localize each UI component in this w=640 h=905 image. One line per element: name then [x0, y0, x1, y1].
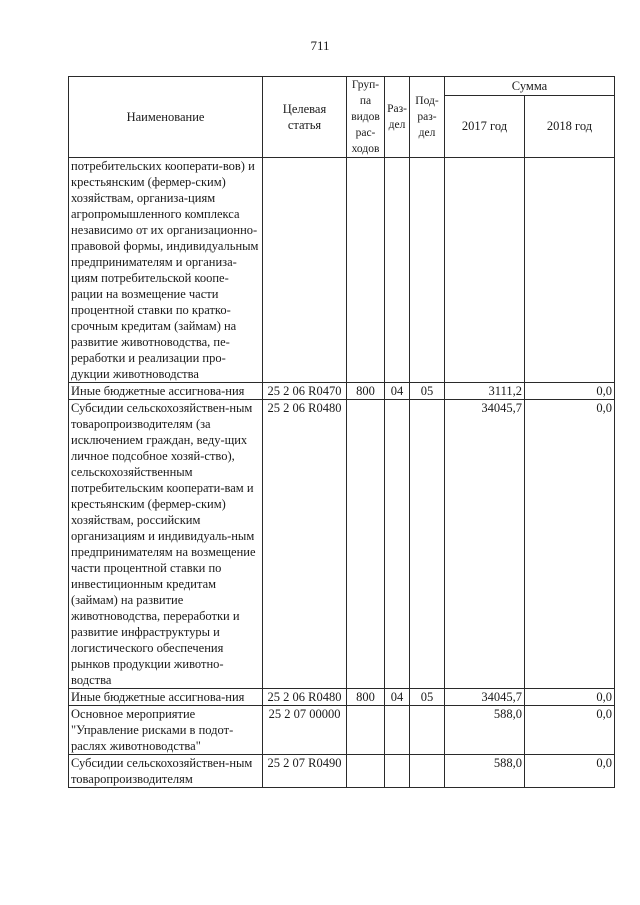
row-section: 04 [385, 383, 410, 400]
row-name: Основное мероприятие "Управление рисками в подот-раслях животноводства" [69, 706, 263, 755]
table-row [69, 689, 615, 706]
row-group [347, 755, 385, 788]
row-sum-2018: 0,0 [525, 383, 615, 400]
row-article [263, 158, 347, 383]
row-section [385, 755, 410, 788]
row-article: 25 2 07 R0490 [263, 755, 347, 788]
row-subsection: 05 [410, 383, 445, 400]
row-subsection [410, 755, 445, 788]
header-section: Раз-дел [385, 77, 410, 158]
row-sum-2017: 34045,7 [445, 689, 525, 706]
header-sum: Сумма [445, 77, 615, 96]
table-row [69, 383, 615, 400]
row-article: 25 2 07 00000 [263, 706, 347, 755]
row-name: Субсидии сельскохозяйствен-ным товаропроизводителям [69, 755, 263, 788]
row-group: 800 [347, 689, 385, 706]
row-article: 25 2 06 R0470 [263, 383, 347, 400]
row-sum-2018: 0,0 [525, 689, 615, 706]
row-name: потребительских кооперати-вов) и крестьянским (фермер-ским) хозяйствам, организа-циям агропромышленного комплекса независимо от их организационно-правовой формы, индивидуальным предпринимателям и организа-циям потребительской коопе-рации на возмещение части процентной ставки по кратко-срочным кредитам (займам) на развитие животноводства, пе-реработки и реализации про-дукции животноводства [69, 158, 263, 383]
table-row [69, 755, 615, 788]
row-name: Субсидии сельскохозяйствен-ным товаропроизводителям (за исключением граждан, веду-щих личное подсобное хозяй-ство), сельскохозяйственным потребительским кооперати-вам и крестьянским (фермер-ским) хозяйствам, российским организациям и индивидуаль-ным предпринимателям на возмещение части процентной ставки по инвестиционным кредитам (займам) на развитие животноводства, переработки и развитие инфраструктуры и логистического обеспечения рынков продукции животно-водства [69, 400, 263, 689]
table-row [69, 158, 615, 383]
row-section [385, 706, 410, 755]
row-subsection [410, 400, 445, 689]
row-sum-2018: 0,0 [525, 755, 615, 788]
row-section: 04 [385, 689, 410, 706]
row-group: 800 [347, 383, 385, 400]
row-article: 25 2 06 R0480 [263, 400, 347, 689]
row-name: Иные бюджетные ассигнова-ния [69, 689, 263, 706]
row-section [385, 158, 410, 383]
row-sum-2017: 588,0 [445, 755, 525, 788]
row-sum-2018: 0,0 [525, 400, 615, 689]
header-name: Наименование [69, 77, 263, 158]
row-sum-2018 [525, 158, 615, 383]
header-group: Груп-па видов рас-ходов [347, 77, 385, 158]
row-name: Иные бюджетные ассигнова-ния [69, 383, 263, 400]
row-article: 25 2 06 R0480 [263, 689, 347, 706]
row-subsection: 05 [410, 689, 445, 706]
table-header [69, 77, 615, 158]
row-group [347, 706, 385, 755]
row-subsection [410, 706, 445, 755]
header-year-2018: 2018 год [525, 95, 615, 157]
page-number: 711 [310, 38, 330, 53]
table-row [69, 706, 615, 755]
row-sum-2017 [445, 158, 525, 383]
row-group [347, 400, 385, 689]
row-sum-2017: 588,0 [445, 706, 525, 755]
row-sum-2017: 34045,7 [445, 400, 525, 689]
table-row [69, 400, 615, 689]
row-section [385, 400, 410, 689]
row-subsection [410, 158, 445, 383]
header-year-2017: 2017 год [445, 95, 525, 157]
header-subsection: Под-раз-дел [410, 77, 445, 158]
header-article: Целевая статья [263, 77, 347, 158]
row-sum-2017: 3111,2 [445, 383, 525, 400]
row-group [347, 158, 385, 383]
budget-table [68, 76, 615, 788]
row-sum-2018: 0,0 [525, 706, 615, 755]
